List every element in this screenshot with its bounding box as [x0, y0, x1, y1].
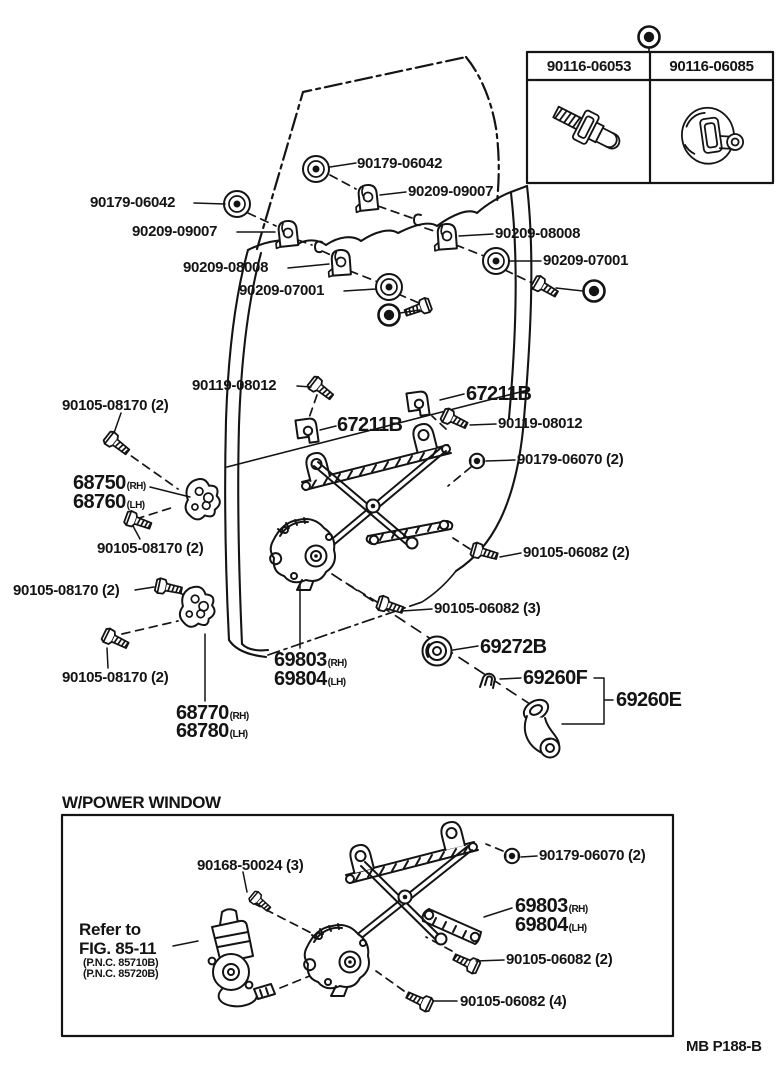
part-callout: 90179-06070 (2)	[517, 451, 624, 468]
legend-part-number-2: 90116-06085	[669, 58, 754, 75]
part-callout: 90119-08012	[498, 415, 583, 432]
part-callout: 90105-08170 (2)	[97, 540, 204, 557]
part-callout: 69260F	[523, 667, 588, 689]
part-callout: 90105-06082 (2)	[523, 544, 630, 561]
part-callout: 90179-06070 (2)	[539, 847, 646, 864]
part-callout: 69804(LH)	[274, 668, 346, 690]
part-callout: 90105-08170 (2)	[62, 397, 169, 414]
refer-note-line: Refer to	[79, 920, 141, 939]
part-callout: 90105-06082 (4)	[460, 993, 567, 1010]
part-callout: 90105-06082 (3)	[434, 600, 541, 617]
part-callout: 90105-08170 (2)	[13, 582, 120, 599]
part-callout: 69804(LH)	[515, 914, 587, 936]
part-callout: 90179-06042	[357, 155, 443, 172]
part-callout: 90168-50024 (3)	[197, 857, 304, 874]
part-callout: 90179-06042	[90, 194, 176, 211]
power-window-section-title: W/POWER WINDOW	[62, 793, 221, 812]
part-callout: 90209-08008	[183, 259, 269, 276]
part-callout: 68770(RH)	[176, 702, 249, 724]
part-callout: 68760(LH)	[73, 491, 145, 513]
part-callout: 90119-08012	[192, 377, 277, 394]
part-callout: 90209-09007	[408, 183, 494, 200]
part-callout: 90209-08008	[495, 225, 581, 242]
part-callout: 68780(LH)	[176, 720, 248, 742]
plate-code: MB P188-B	[686, 1038, 762, 1055]
refer-note-line: FIG. 85-11	[79, 939, 157, 958]
part-callout: 67211B	[337, 414, 403, 436]
part-callout: 69803(RH)	[515, 895, 588, 917]
part-callout: 90105-06082 (2)	[506, 951, 613, 968]
part-callout: 69260E	[616, 689, 682, 711]
part-callout: 69803(RH)	[274, 649, 347, 671]
part-callout: 67211B	[466, 383, 532, 405]
part-callout: 68750(RH)	[73, 472, 146, 494]
part-callout: 69272B	[480, 636, 547, 658]
legend-part-number-1: 90116-06053	[546, 58, 632, 75]
part-callout: 90105-08170 (2)	[62, 669, 169, 686]
part-callout: 90209-07001	[239, 282, 325, 299]
refer-note-line: (P.N.C. 85710B)	[83, 957, 159, 969]
part-callout: 90209-09007	[132, 223, 218, 240]
refer-note-line: (P.N.C. 85720B)	[83, 968, 159, 980]
part-callout: 90209-07001	[543, 252, 629, 269]
